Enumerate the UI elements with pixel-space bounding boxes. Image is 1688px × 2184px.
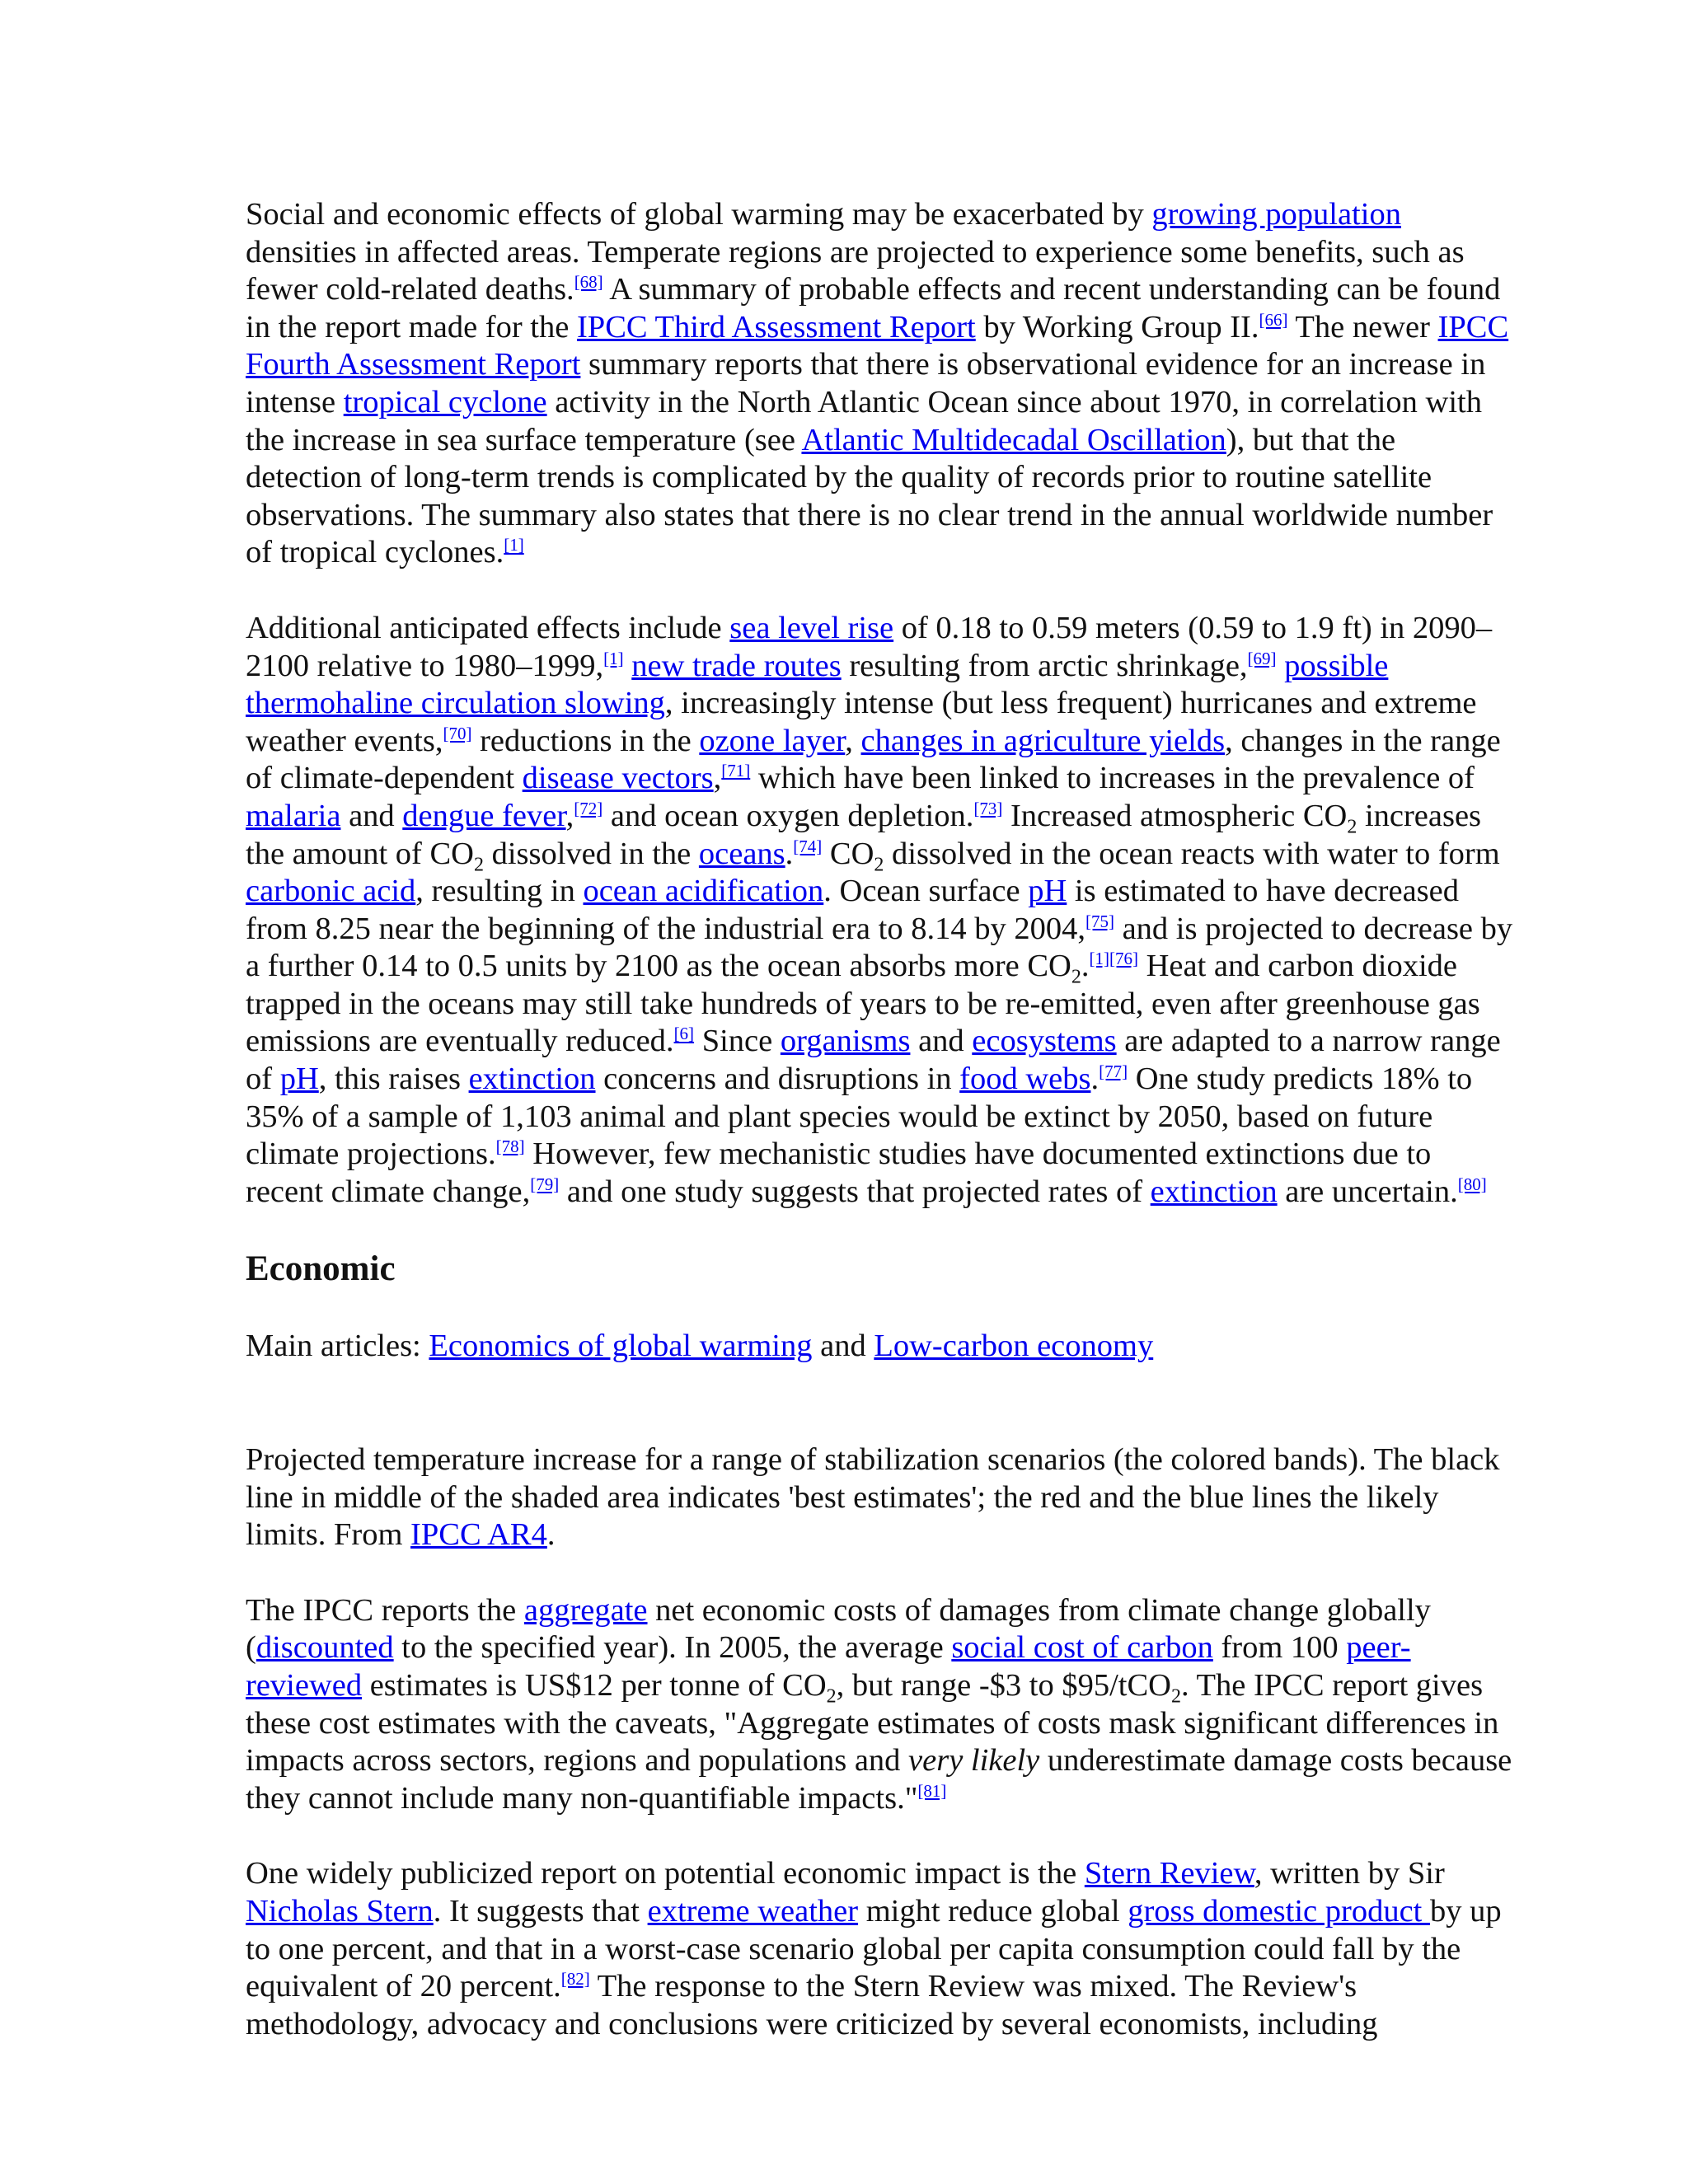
text: , written by Sir	[1254, 1856, 1445, 1891]
link-ipcc-fourth-assessment[interactable]: IPCC Fourth Assessment Report	[246, 309, 1509, 382]
text: .	[785, 836, 794, 871]
text: resulting from arctic shrinkage,	[841, 648, 1248, 683]
text: One widely publicized report on potential economic impact is the	[246, 1856, 1085, 1891]
text: by Working Group II.	[975, 309, 1259, 344]
ref-68[interactable]: [68]	[574, 272, 603, 293]
text: are uncertain.	[1277, 1174, 1458, 1209]
text: and ocean oxygen depletion.	[603, 798, 974, 833]
ref-72[interactable]: [72]	[574, 799, 603, 819]
text: of 0.18 to 0.59 meters (0.59 to 1.9 ft) in 2090–2100 relative to 1980–1999,	[246, 610, 1493, 683]
paragraph-stern-review	[246, 1855, 1515, 2043]
text: ,	[565, 798, 574, 833]
text: and	[910, 1024, 973, 1059]
link-organisms[interactable]: organisms	[780, 1024, 911, 1059]
text: However, few mechanistic studies have documented extinctions due to recent climate change,	[246, 1137, 1432, 1209]
link-carbonic-acid[interactable]: carbonic acid	[246, 874, 416, 909]
text: which have been linked to increases in the prevalence of	[750, 761, 1475, 796]
link-extinction[interactable]: extinction	[468, 1062, 596, 1097]
link-sea-level-rise[interactable]: sea level rise	[729, 610, 894, 645]
text: , but range -$3 to $95/tCO	[836, 1668, 1171, 1703]
ref-69[interactable]: [69]	[1247, 648, 1277, 668]
text: The response to the Stern Review was mixed. The Review's methodology, advocacy and conclusions were criticized by several economists, including	[246, 1969, 1378, 2041]
text: concerns and disruptions in	[595, 1062, 960, 1097]
ref-66[interactable]: [66]	[1259, 309, 1288, 330]
ref-79[interactable]: [79]	[530, 1174, 560, 1195]
text: and one study suggests that projected rates of	[559, 1174, 1151, 1209]
text: ), but that the detection of long-term trends is complicated by the quality of records prior to routine satellite observations. The summary also states that there is no clear trend in the annual worldwide number of tropical cyclones.	[246, 422, 1493, 570]
text	[1277, 649, 1285, 683]
ref-78[interactable]: [78]	[495, 1137, 525, 1157]
ref-1[interactable]: [1]	[603, 648, 624, 668]
text: , increasingly intense (but less frequent) hurricanes and extreme weather events,	[246, 686, 1477, 758]
text: and is projected to decrease by a further 0.14 to 0.5 units by 2100 as the ocean absorbs more CO	[246, 911, 1513, 984]
ref-77[interactable]: [77]	[1099, 1062, 1128, 1082]
text: Projected temperature increase for a range of stabilization scenarios (the colored bands). The black line in middle of the shaded area indicates 'best estimates'; the red and the blue lines the likely limits. From	[246, 1442, 1500, 1553]
text: activity in the North Atlantic Ocean since about 1970, in correlation with the increase in sea surface temperature (see	[246, 384, 1483, 457]
subscript: 2	[826, 1685, 837, 1708]
text: reductions in the	[471, 723, 700, 758]
link-tropical-cyclone[interactable]: tropical cyclone	[343, 384, 547, 419]
subscript: 2	[874, 854, 884, 876]
article-body	[246, 196, 1515, 2081]
link-oceans[interactable]: oceans	[698, 836, 785, 871]
paragraph-social-effects	[246, 196, 1515, 572]
link-food-webs[interactable]: food webs	[959, 1062, 1091, 1097]
text: to the specified year). In 2005, the average	[393, 1630, 952, 1666]
section-heading-economic: Economic	[246, 1249, 396, 1289]
link-thermohaline-circulation[interactable]: possible thermohaline circulation slowing	[246, 648, 1389, 721]
text: Increased atmospheric CO	[1002, 798, 1348, 833]
text: and	[340, 798, 403, 833]
text: .	[1081, 949, 1090, 984]
text: Heat and carbon dioxide trapped in the oceans may still take hundreds of years to be re-emitted, even after greenhouse gas emissions are eventually reduced.	[246, 949, 1480, 1059]
ref-73[interactable]: [73]	[973, 799, 1003, 819]
text: . It suggests that	[433, 1893, 648, 1929]
text: is estimated to have decreased from 8.25 near the beginning of the industrial era to 8.14 by 2004,	[246, 874, 1460, 946]
text: The IPCC reports the	[246, 1592, 524, 1628]
ref-74[interactable]: [74]	[793, 836, 823, 856]
text: The newer	[1287, 309, 1438, 344]
text: Since	[694, 1024, 781, 1059]
link-malaria[interactable]: malaria	[246, 798, 341, 833]
link-atlantic-multidecadal-oscillation[interactable]: Atlantic Multidecadal Oscillation	[801, 422, 1226, 457]
link-aggregate[interactable]: aggregate	[523, 1592, 648, 1628]
text: , changes in the range of climate-dependent	[246, 723, 1501, 796]
paragraph-anticipated-effects	[246, 610, 1515, 1212]
link-dengue-fever[interactable]: dengue fever	[402, 798, 566, 833]
subscript: 2	[1347, 816, 1357, 838]
emphasis: very likely	[908, 1743, 1040, 1779]
link-low-carbon-economy[interactable]: Low-carbon economy	[874, 1329, 1154, 1364]
text: are adapted to a narrow range of	[246, 1024, 1501, 1097]
link-ph[interactable]: pH	[1028, 874, 1067, 909]
text: .	[1090, 1062, 1100, 1097]
link-new-trade-routes[interactable]: new trade routes	[631, 648, 842, 683]
text: Additional anticipated effects include	[246, 610, 730, 645]
ref-71[interactable]: [71]	[721, 761, 751, 781]
text: net economic costs of damages from climate change globally (	[246, 1592, 1431, 1666]
text: Main articles:	[246, 1329, 429, 1364]
ref-1[interactable]: [1]	[1089, 949, 1109, 969]
text: ,	[713, 761, 722, 796]
text: Social and economic effects of global warming may be exacerbated by	[246, 197, 1152, 232]
link-disease-vectors[interactable]: disease vectors	[522, 761, 714, 796]
text: by up to one percent, and that in a worst-case scenario global per capita consumption could fall by the equivalent of 20 percent.	[246, 1893, 1502, 2004]
text: increases the amount of CO	[246, 798, 1482, 871]
text: . Ocean surface	[823, 874, 1029, 909]
ref-82[interactable]: [82]	[560, 1969, 590, 1990]
text: and	[812, 1329, 874, 1364]
ref-1[interactable]: [1]	[504, 535, 524, 555]
link-discounted[interactable]: discounted	[256, 1630, 394, 1666]
text	[624, 649, 632, 683]
ref-81[interactable]: [81]	[917, 1780, 947, 1801]
subscript: 2	[473, 854, 484, 876]
link-extreme-weather[interactable]: extreme weather	[647, 1893, 859, 1929]
subscript: 2	[1170, 1685, 1181, 1708]
link-extinction[interactable]: extinction	[1150, 1174, 1278, 1209]
link-gross-domestic-product[interactable]: gross domestic product	[1128, 1893, 1430, 1929]
ref-6[interactable]: [6]	[673, 1024, 695, 1044]
link-ipcc-ar4[interactable]: IPCC AR4	[410, 1517, 547, 1553]
ref-75[interactable]: [75]	[1085, 911, 1114, 931]
ref-70[interactable]: [70]	[443, 723, 472, 743]
text: . The IPCC report gives these cost estimates with the caveats, "Aggregate estimates of costs mask significant differences in impacts across sectors, regions and populations and	[246, 1668, 1499, 1779]
text: A summary of probable effects and recent understanding can be found in the report made for the	[246, 272, 1501, 344]
link-peer-reviewed[interactable]: peer-reviewed	[246, 1630, 1411, 1703]
text: , this raises	[318, 1062, 469, 1097]
link-ipcc-third-assessment[interactable]: IPCC Third Assessment Report	[576, 309, 976, 344]
ref-80[interactable]: [80]	[1457, 1174, 1487, 1195]
text: dissolved in the	[483, 836, 699, 871]
text: .	[546, 1517, 556, 1553]
paragraph-ipcc-costs	[246, 1592, 1515, 1818]
text: CO	[822, 836, 874, 871]
text: estimates is US$12 per tonne of CO	[362, 1668, 827, 1703]
link-nicholas-stern[interactable]: Nicholas Stern	[246, 1893, 434, 1929]
link-ecosystems[interactable]: ecosystems	[972, 1024, 1117, 1059]
text: from 100	[1212, 1630, 1347, 1666]
link-stern-review[interactable]: Stern Review	[1084, 1856, 1254, 1891]
link-ph[interactable]: pH	[279, 1062, 319, 1097]
figure-caption	[246, 1441, 1515, 1554]
link-ozone-layer[interactable]: ozone layer	[699, 723, 846, 758]
ref-76[interactable]: [76]	[1109, 949, 1138, 969]
link-agriculture-yields[interactable]: changes in agriculture yields	[860, 723, 1226, 758]
text: One study predicts 18% to 35% of a sample of 1,103 animal and plant species would be extinct by 2050, based on future climate projections.	[246, 1062, 1473, 1172]
text: summary reports that there is observational evidence for an increase in intense	[246, 347, 1486, 419]
link-growing-population[interactable]: growing population	[1151, 197, 1401, 232]
link-economics-of-global-warming[interactable]: Economics of global warming	[429, 1329, 813, 1364]
text: underestimate damage costs because they cannot include many non-quantifiable impacts."	[246, 1743, 1512, 1816]
text: densities in affected areas. Temperate regions are projected to experience some benefits, such as fewer cold-related deaths.	[246, 234, 1465, 307]
link-ocean-acidification[interactable]: ocean acidification	[583, 874, 824, 909]
text: , resulting in	[415, 874, 584, 909]
text: dissolved in the ocean reacts with water to form	[884, 836, 1500, 871]
main-articles-note	[246, 1328, 1515, 1366]
subscript: 2	[1071, 966, 1081, 988]
link-social-cost-of-carbon[interactable]: social cost of carbon	[951, 1630, 1213, 1666]
text: might reduce global	[858, 1893, 1128, 1929]
text: ,	[845, 723, 861, 758]
